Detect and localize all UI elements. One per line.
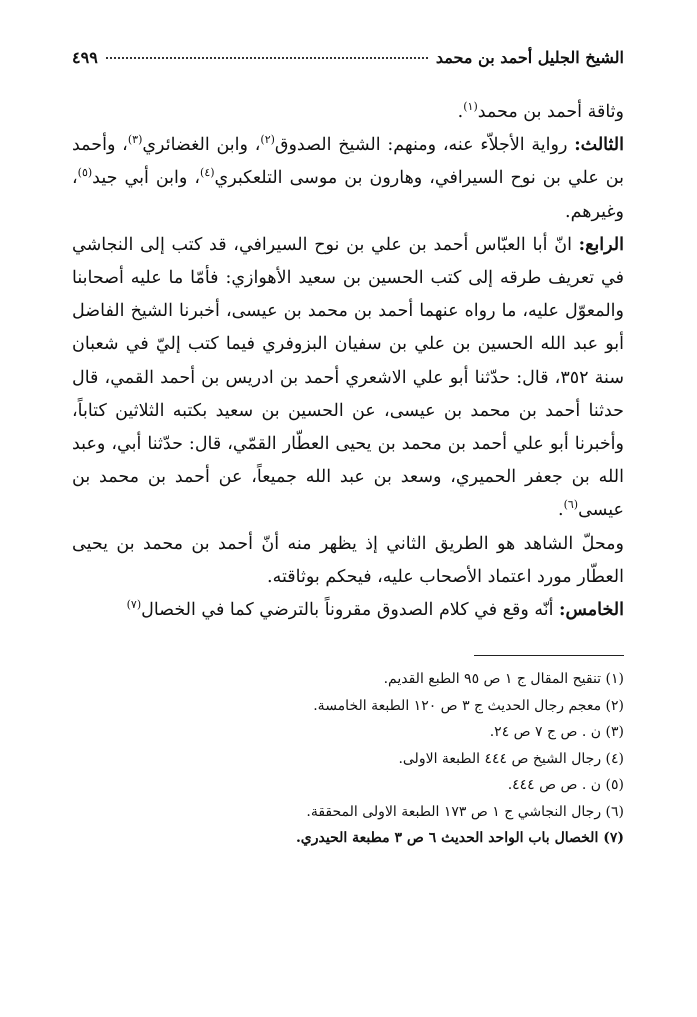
paragraph-2-text-4: ، وابن أبي جيد [92,168,201,189]
footnote-4: (٤) رجال الشيخ ص ٤٤٤ الطبعة الاولى. [398,750,624,767]
header-dot-leader [106,56,428,59]
footnote-3: (٣) ن . ص ج ٧ ص ٢٤. [489,724,624,741]
footnote-ref-6[interactable]: (٦) [563,498,579,512]
footnote-ref-2[interactable]: (٢) [260,133,275,147]
paragraph-4 [72,528,624,594]
main-text [72,96,624,627]
page-header [72,48,624,74]
paragraph-1-text: وثاقة أحمد بن محمد [477,102,624,122]
footnote-ref-5[interactable]: (٥) [77,166,93,180]
footnote-ref-4[interactable]: (٤) [200,166,215,180]
page-number: ٤٩٩ [72,48,98,67]
label-fifth: الخامس: [559,600,624,621]
footnote-separator [474,655,624,656]
paragraph-2 [72,129,624,229]
footnote-ref-1[interactable]: (١) [463,100,478,114]
footnote-ref-7[interactable]: (٧) [126,598,142,612]
label-fourth: الرابع: [578,234,624,255]
footnote-5: (٥) ن . ص ص ٤٤٤. [507,777,624,794]
footnote-2: (٢) معجم رجال الحديث ج ٣ ص ١٢٠ الطبعة الخامسة. [313,697,624,714]
label-third: الثالث: [574,135,624,156]
paragraph-2-text-3: ، وأحمد بن علي بن نوح السيرافي، وهارون بن موسى التلعكبري [72,135,624,189]
footnotes [72,666,624,852]
paragraph-3-end: . [557,500,564,521]
footnote-6: (٦) رجال النجاشي ج ١ ص ١٧٣ الطبعة الاولى المحققة. [306,803,624,820]
paragraph-2-text-2: ، وابن الغضائري [142,135,261,156]
paragraph-1-end: . [457,102,464,122]
paragraph-3 [72,229,624,528]
book-page [72,48,624,852]
paragraph-2-text-5: ، وغيرهم. [72,168,624,222]
paragraph-3-text: انّ أبا العبّاس أحمد بن علي بن نوح السيرافي، قد كتب إلى النجاشي في تعريف طرقه إلى كتب الحسين بن سعيد الأهوازي: فأمّا ما عليه أصحابنا والمعوّل عليه، ما رواه عنهما أحمد بن محمد بن عيسى، أخبرنا الشيخ الفاضل أبو عبد الله الحسين بن علي بن سفيان البزوفري فيما كتب إليّ في شعبان سنة ٣٥٢، قال: حدّثنا أبو علي الاشعري أحمد بن ادريس بن أحمد القمي، قال حدثنا أحمد بن محمد بن عيسى، عن الحسين بن سعيد بكتبه الثلاثين كتاباً، وأخبرنا أبو علي أحمد بن محمد بن يحيى العطّار القمّي، قال: حدّثنا أبي، وعبد الله بن جعفر الحميري، وسعد بن عبد الله جميعاً، عن أحمد بن محمد بن عيسى [72,234,625,521]
paragraph-5 [72,594,624,627]
paragraph-2-text-1: رواية الأجلاّء عنه، ومنهم: الشيخ الصدوق [274,135,575,156]
footnote-7: (٧) الخصال باب الواحد الحديث ٦ ص ٣ مطبعة الحيدري. [295,830,624,847]
paragraph-1 [72,96,624,129]
footnote-ref-3[interactable]: (٣) [127,133,143,147]
footnote-1: (١) تنقيح المقال ج ١ ص ٩٥ الطبع القديم. [383,671,624,688]
running-title: الشيخ الجليل أحمد بن محمد [435,48,624,67]
paragraph-4-text: ومحلّ الشاهد هو الطريق الثاني إذ يظهر منه أنّ أحمد بن محمد بن يحيى العطّار مورد اعتماد الأصحاب عليه، فيحكم بوثاقته. [72,533,624,587]
paragraph-5-text: أنّه وقع في كلام الصدوق مقروناً بالترضي كما في الخصال [141,600,560,621]
